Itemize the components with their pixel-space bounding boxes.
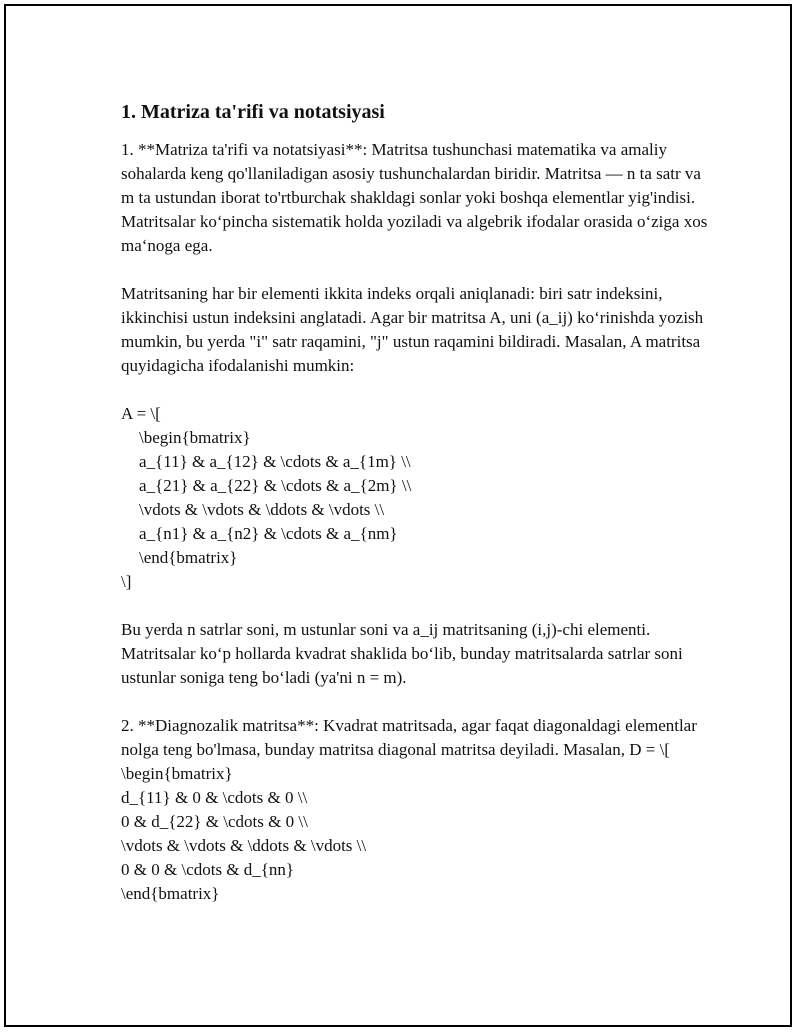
- matrix-a-line: a_{n1} & a_{n2} & \cdots & a_{nm}: [139, 524, 398, 543]
- paragraph-spacer: [121, 378, 711, 402]
- paragraph-diagonal-matrix: 2. **Diagnozalik matritsa**: Kvadrat matritsada, agar faqat diagonaldagi elementlar nolga teng bo'lmasa, bunday matritsa diagonal matritsa deyiladi. Masalan, D = \[: [121, 716, 697, 759]
- matrix-d-line: \end{bmatrix}: [121, 884, 220, 903]
- matrix-d-line: 0 & 0 & \cdots & d_{nn}: [121, 860, 295, 879]
- matrix-d-line: d_{11} & 0 & \cdots & 0 \\: [121, 788, 308, 807]
- matrix-a-close: \]: [121, 572, 132, 591]
- document-page: [4, 4, 792, 1027]
- section-heading: 1. Matriza ta'rifi va notatsiyasi: [121, 101, 385, 123]
- paragraph-indices: Matritsaning har bir elementi ikkita indeks orqali aniqlanadi: biri satr indeksini, ikkinchisi ustun indeksini anglatadi. Agar bir matritsa A, uni (a_ij) ko‘rinishda yozish mumkin, bu yerda "i" satr raqamini, "j" ustun raqamini bildiradi. Masalan, A matritsa quyidagicha ifodalanishi mumkin:: [121, 284, 704, 375]
- matrix-a-line: a_{21} & a_{22} & \cdots & a_{2m} \\: [139, 476, 412, 495]
- paragraph-definition: 1. **Matriza ta'rifi va notatsiyasi**: Matritsa tushunchasi matematika va amaliy sohalarda keng qo'llaniladigan asosiy tushunchalardan biridir. Matritsa — n ta satr va m ta ustundan iborat to'rtburchak shakldagi sonlar yoki boshqa elementlar yig'indisi. Matritsalar ko‘pincha sistematik holda yoziladi va algebrik ifodalar orasida o‘ziga xos ma‘noga ega.: [121, 140, 708, 255]
- paragraph-spacer: [121, 690, 711, 714]
- paragraph-spacer: [121, 594, 711, 618]
- matrix-a-open: A = \[: [121, 404, 161, 423]
- matrix-d-line: 0 & d_{22} & \cdots & 0 \\: [121, 812, 308, 831]
- matrix-a-line: a_{11} & a_{12} & \cdots & a_{1m} \\: [139, 452, 411, 471]
- matrix-a-line: \vdots & \vdots & \ddots & \vdots \\: [139, 500, 385, 519]
- matrix-d-line: \vdots & \vdots & \ddots & \vdots \\: [121, 836, 367, 855]
- matrix-a-line: \end{bmatrix}: [139, 548, 238, 567]
- paragraph-square-matrix: Bu yerda n satrlar soni, m ustunlar soni va a_ij matritsaning (i,j)-chi elementi. Matritsalar ko‘p hollarda kvadrat shaklida bo‘lib, bunday matritsalarda satrlar soni ustunlar soniga teng bo‘ladi (ya'ni n = m).: [121, 620, 683, 687]
- paragraph-spacer: [121, 258, 711, 282]
- matrix-d-line: \begin{bmatrix}: [121, 764, 233, 783]
- document-content: [121, 98, 711, 906]
- matrix-a-line: \begin{bmatrix}: [139, 428, 251, 447]
